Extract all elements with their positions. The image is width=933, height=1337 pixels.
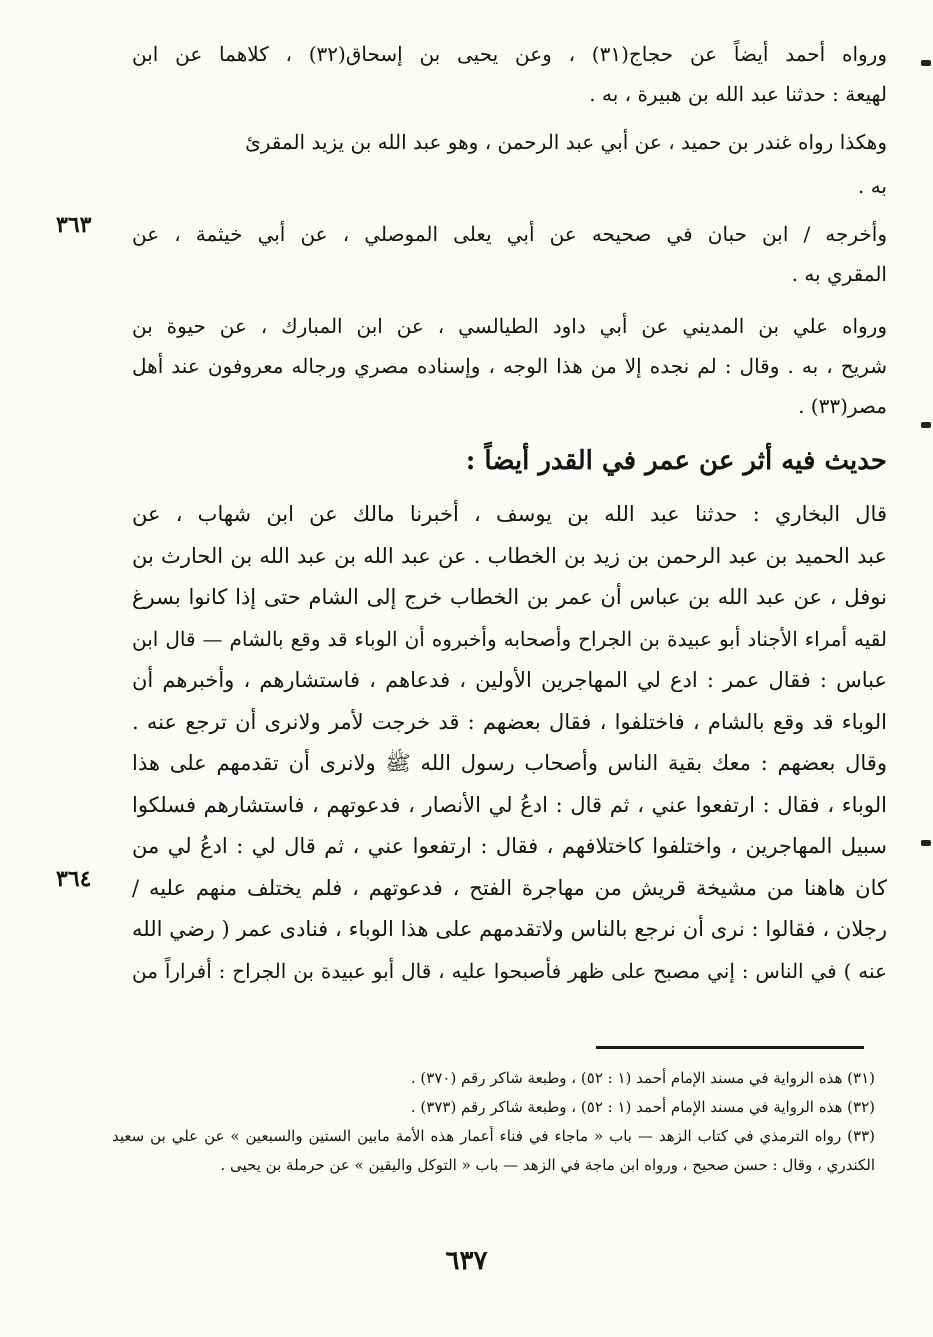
text-line: شريح ، به . وقال : لم نجده إلا من هذا الوجه ، وإسناده مصري ورجاله معروفون عند أهل — [132, 354, 887, 378]
margin-mark — [921, 60, 931, 66]
margin-mark — [921, 422, 931, 428]
text-line: وقال بعضهم : معك بقية الناس وأصحاب رسول الله ﷺ ولانرى أن تقدمهم على هذا — [132, 751, 887, 775]
paragraph-1 — [132, 34, 887, 114]
footnotes — [112, 1064, 875, 1180]
text-line: رجلان ، فقالوا : نرى أن نرجع بالناس ولاتقدمهم على هذا الوباء ، فنادى عمر ( رضي الله — [132, 917, 887, 941]
text-line: لقيه أمراء الأجناد أبو عبيدة بن الجراح وأصحابه وأخبروه أن الوباء قد وقع بالشام — قال ابن — [132, 626, 887, 651]
text-line: نوفل ، عن عبد الله بن عباس أن عمر بن الخطاب خرج إلى الشام حتى إذا كانوا بسرغ — [132, 585, 887, 609]
page-number: ٦٣٧ — [445, 1246, 488, 1276]
footnote-line: الكندري ، وقال : حسن صحيح ، ورواه ابن ماجة في الزهد — باب « التوكل واليقين » عن حرملة بن يحيى . — [220, 1156, 875, 1174]
paragraph-5 — [132, 494, 887, 992]
margin-page-ref: ٣٦٤ — [56, 866, 92, 892]
text-line: سبيل المهاجرين ، واختلفوا كاختلافهم ، فقال : ارتفعوا عني ، ثم قال لي : ادعُ لي من — [132, 834, 887, 858]
text-line: قال البخاري : حدثنا عبد الله بن يوسف ، أخبرنا مالك عن ابن شهاب ، عن — [132, 502, 887, 526]
text-line: عباس : فقال عمر : ادع لي المهاجرين الأولين ، فدعاهم ، فاستشارهم ، وأخبرهم أن — [132, 668, 887, 692]
text-line: ورواه أحمد أيضاً عن حجاج(٣١) ، وعن يحيى بن إسحاق(٣٢) ، كلاهما عن ابن — [132, 42, 887, 66]
footnote-line: (٣٢) هذه الرواية في مسند الإمام أحمد (١ : ٥٢) ، وطبعة شاكر رقم (٣٧٣) . — [410, 1098, 875, 1116]
footnote-line: (٣٣) رواه الترمذي في كتاب الزهد — باب « ماجاء في فناء أعمار هذه الأمة مابين الستين والسبعين » عن علي بن سعيد — [112, 1127, 875, 1145]
margin-mark — [921, 840, 931, 846]
paragraph-2 — [132, 122, 887, 206]
text-line: لهيعة : حدثنا عبد الله بن هبيرة ، به . — [589, 82, 887, 106]
text-line: وهكذا رواه غندر بن حميد ، عن أبي عبد الرحمن ، وهو عبد الله بن يزيد المقرئ — [245, 130, 887, 154]
paragraph-4 — [132, 306, 887, 426]
text-line: كان هاهنا من مشيخة قريش من مهاجرة الفتح ، فدعوتهم ، فلم يختلف منهم عليه / — [132, 875, 887, 900]
footnote-divider — [596, 1046, 864, 1049]
text-line: ورواه علي بن المديني عن أبي داود الطيالسي ، عن ابن المبارك ، عن حيوة بن — [132, 314, 887, 338]
text-line: عبد الحميد بن عبد الرحمن بن زيد بن الخطاب . عن عبد الله بن عبد الله بن الحارث بن — [132, 543, 887, 568]
text-line: الوباء ، فقال : ارتفعوا عني ، ثم قال : ادعُ لي الأنصار ، فدعوتهم ، فاستشارهم فسلكوا — [132, 792, 887, 817]
section-heading: حديث فيه أثر عن عمر في القدر أيضاً : — [465, 446, 887, 476]
footnote-line: (٣١) هذه الرواية في مسند الإمام أحمد (١ : ٥٢) ، وطبعة شاكر رقم (٣٧٠) . — [410, 1069, 875, 1087]
text-line: عنه ) في الناس : إني مصبح على ظهر فأصبحوا عليه ، قال أبو عبيدة بن الجراح : أفراراً من — [132, 958, 887, 983]
text-line: المقري به . — [791, 262, 887, 286]
text-line: مصر(٣٣) . — [798, 394, 887, 418]
text-line: الوباء قد وقع بالشام ، فاختلفوا ، فقال بعضهم : قد خرجت لأمر ولانرى أن ترجع عنه . — [132, 709, 887, 734]
text-line: به . — [857, 174, 887, 198]
text-line: وأخرجه / ابن حبان في صحيحه عن أبي يعلى الموصلي ، عن أبي خيثمة ، عن — [132, 222, 887, 246]
paragraph-3 — [132, 214, 887, 294]
margin-page-ref: ٣٦٣ — [56, 212, 92, 238]
